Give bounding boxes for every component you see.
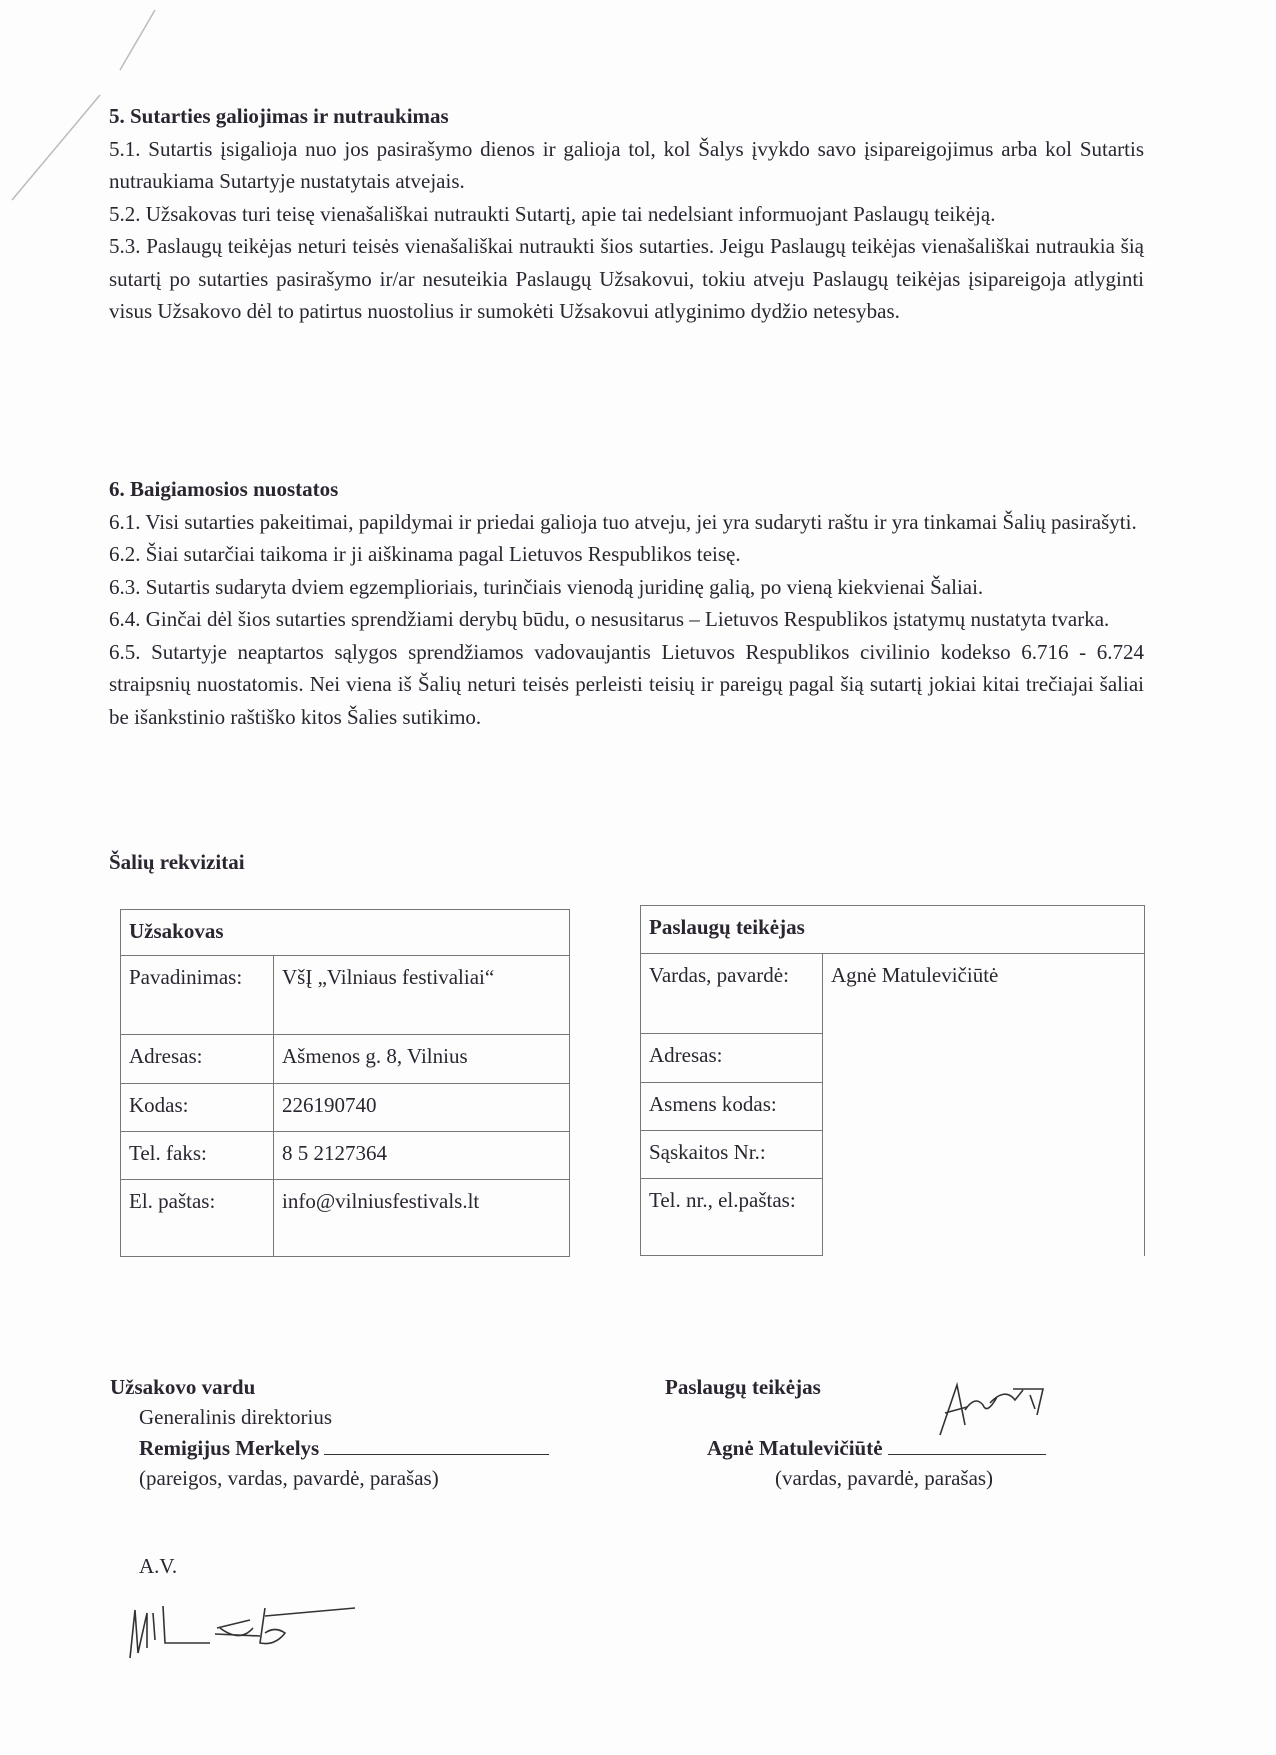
provider-label: Sąskaitos Nr.: [641, 1131, 823, 1179]
section-6 [109, 473, 1144, 733]
provider-signatory-name: Agnė Matulevičiūtė [707, 1436, 883, 1460]
client-label: El. paštas: [121, 1180, 274, 1257]
provider-table-title: Paslaugų teikėjas [641, 906, 1145, 954]
client-table-title: Užsakovas [121, 910, 570, 956]
client-signature-caption: (pareigos, vardas, pavardė, parašas) [139, 1466, 439, 1490]
signature-line [324, 1432, 549, 1455]
provider-label: Tel. nr., el.paštas: [641, 1179, 823, 1256]
client-value: info@vilniusfestivals.lt [274, 1180, 570, 1257]
client-handwritten-signature [125, 1598, 365, 1668]
section-5 [109, 100, 1144, 328]
client-value: Ašmenos g. 8, Vilnius [274, 1035, 570, 1084]
clause-6-1: 6.1. Visi sutarties pakeitimai, papildymai ir priedai galioja tuo atveju, jei yra sudaryti raštu ir yra tinkamai Šalių pasirašyti. [109, 509, 1137, 534]
clause-6-2: 6.2. Šiai sutarčiai taikoma ir ji aiškinama pagal Lietuvos Respublikos teisę. [109, 542, 741, 566]
client-label: Adresas: [121, 1035, 274, 1084]
client-label: Tel. faks: [121, 1132, 274, 1180]
provider-table [640, 905, 1145, 1256]
section-6-heading: 6. Baigiamosios nuostatos [109, 477, 339, 501]
provider-label: Adresas: [641, 1034, 823, 1083]
provider-handwritten-signature [935, 1375, 1050, 1445]
client-value: VšĮ „Vilniaus festivaliai“ [274, 956, 570, 1035]
clause-5-3: 5.3. Paslaugų teikėjas neturi teisės vienašališkai nutraukti šios sutarties. Jeigu Paslaugų teikėjas vienašališkai nutraukia šią sutartį po sutarties pasirašymo ir/ar nesuteikia Paslaugų Užsakovui, tokiu atveju Paslaugų teikėjas įsipareigoja atlyginti visus Užsakovo dėl to patirtus nuostolius ir sumokėti Užsakovui atlyginimo dydžio netesybas. [109, 234, 1144, 323]
provider-value: Agnė Matulevičiūtė [823, 954, 1145, 1256]
clause-6-4: 6.4. Ginčai dėl šios sutarties sprendžiami derybų būdu, o nesusitarus – Lietuvos Respublikos įstatymų nustatyta tvarka. [109, 607, 1110, 631]
client-value: 226190740 [274, 1084, 570, 1132]
client-signature-block [110, 1372, 549, 1581]
clause-6-3: 6.3. Sutartis sudaryta dviem egzemplioriais, turinčiais vienodą juridinę galią, po vieną kiekvienai Šaliai. [109, 574, 984, 599]
provider-signature-caption: (vardas, pavardė, parašas) [775, 1466, 994, 1490]
provider-label: Asmens kodas: [641, 1083, 823, 1131]
client-position: Generalinis direktorius [139, 1405, 333, 1429]
clause-5-1: 5.1. Sutartis įsigalioja nuo jos pasirašymo dienos ir galioja tol, kol Šalys įvykdo savo įsipareigojimus arba kol Sutartis nutraukiama Sutartyje nustatytais atvejais. [109, 136, 1144, 193]
provider-signature-heading: Paslaugų teikėjas [665, 1375, 821, 1399]
stamp-placeholder: A.V. [139, 1554, 178, 1578]
requisites-heading: Šalių rekvizitai [109, 850, 245, 874]
clause-6-5: 6.5. Sutartyje neaptartos sąlygos sprendžiamos vadovaujantis Lietuvos Respublikos civilinio kodekso 6.716 - 6.724 straipsnių nuostatomis. Nei viena iš Šalių neturi teisės perleisti teisių ir pareigų pagal šią sutartį jokiai kitai trečiajai šaliai be išankstinio raštiško kitos Šalies sutikimo. [109, 639, 1144, 729]
clause-5-2: 5.2. Užsakovas turi teisę vienašališkai nutraukti Sutartį, apie tai nedelsiant informuojant Paslaugų teikėją. [109, 201, 996, 226]
client-signature-heading: Užsakovo vardu [110, 1375, 256, 1399]
provider-label: Vardas, pavardė: [641, 954, 823, 1034]
client-signatory-name: Remigijus Merkelys [139, 1436, 320, 1460]
section-5-heading: 5. Sutarties galiojimas ir nutraukimas [109, 104, 449, 128]
client-label: Kodas: [121, 1084, 274, 1132]
client-table [120, 909, 570, 1257]
client-value: 8 5 2127364 [274, 1132, 570, 1180]
client-label: Pavadinimas: [121, 956, 274, 1035]
